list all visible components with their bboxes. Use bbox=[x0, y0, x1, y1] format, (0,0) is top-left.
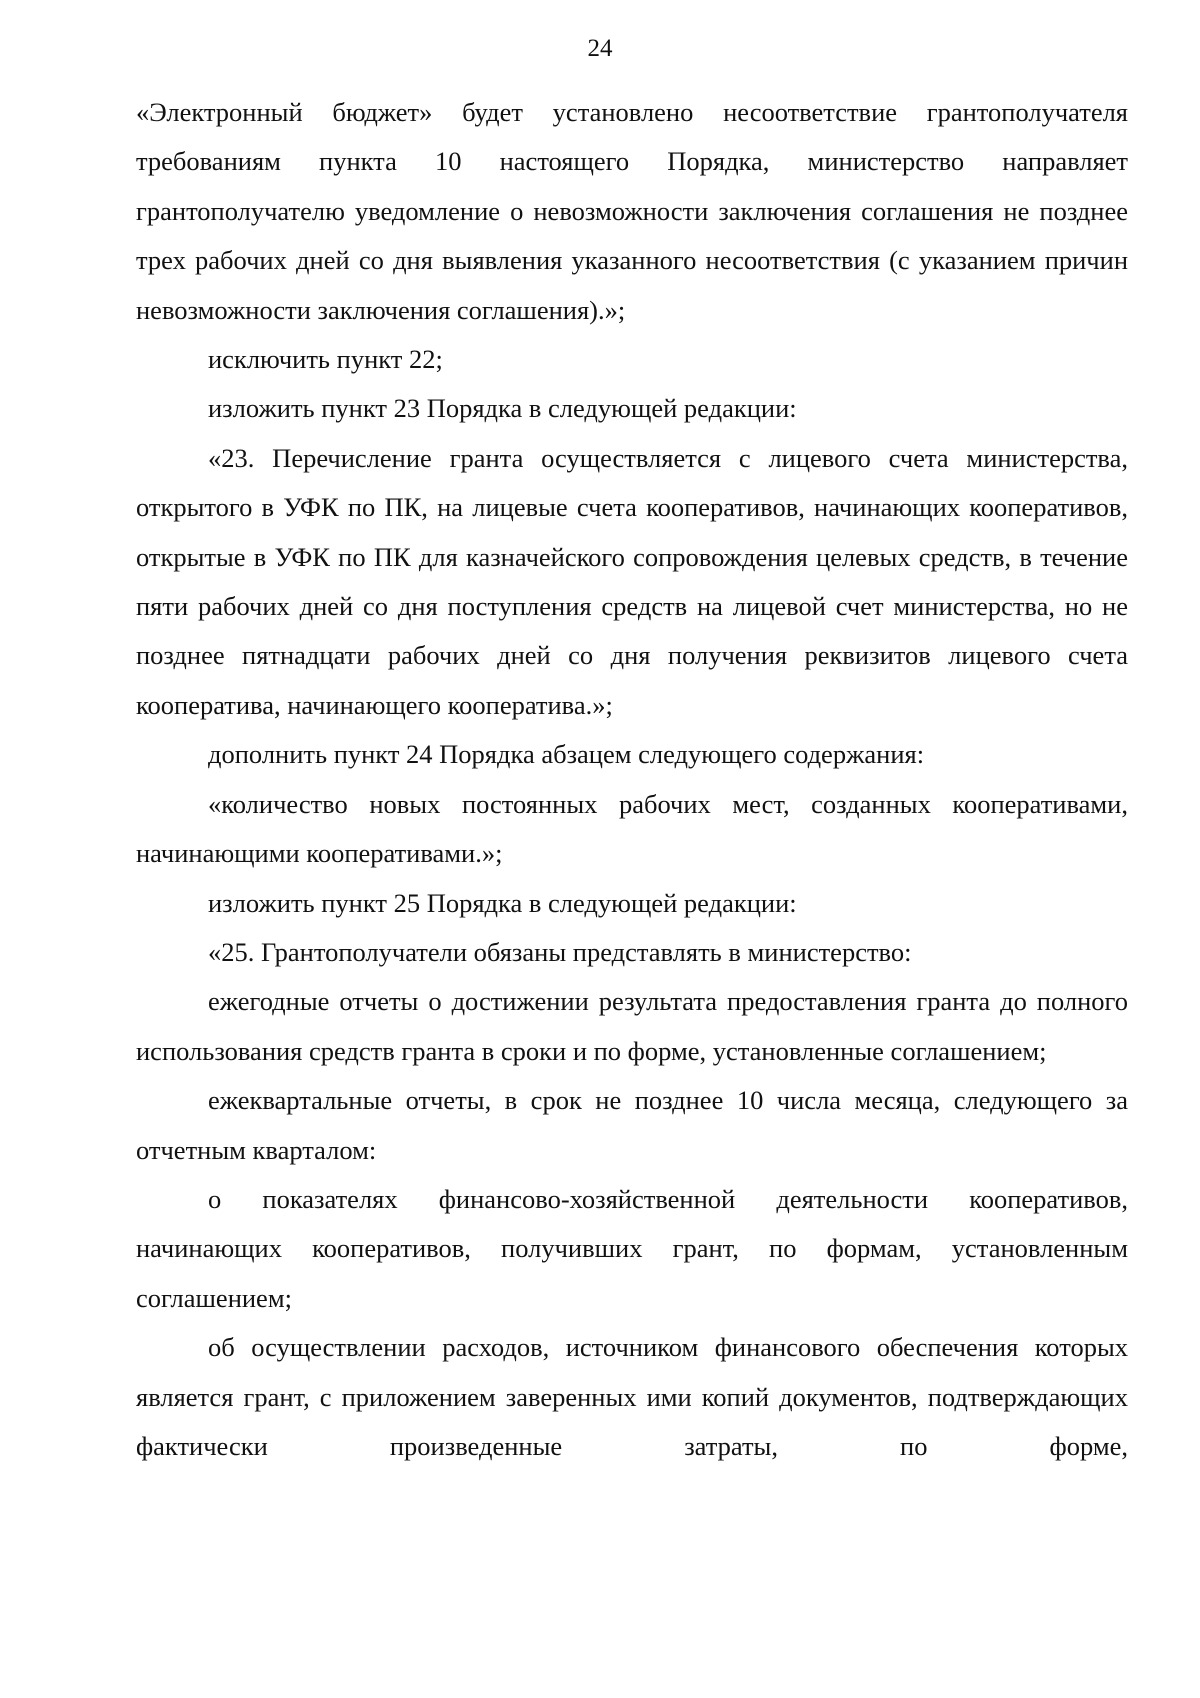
paragraph-financial-indicators: о показателях финансово-хозяйственной деятельности кооперативов, начинающих кооперативов, получивших грант, по формам, установленным соглашением; bbox=[136, 1183, 1128, 1313]
paragraph-continuation: «Электронный бюджет» будет установлено несоответствие грантополучателя требованиям пункта 10 настоящего Порядка, министерство направляет грантополучателю уведомление о невозможности заключения соглашения не позднее трех рабочих дней со дня выявления указанного несоответствия (с указанием причин невозможности заключения соглашения).»; bbox=[136, 97, 1128, 325]
paragraph-quarterly-reports: ежеквартальные отчеты, в срок не позднее 10 числа месяца, следующего за отчетным кварталом: bbox=[136, 1085, 1128, 1165]
paragraph-restate-item-25: изложить пункт 25 Порядка в следующей редакции: bbox=[208, 887, 797, 918]
page-number: 24 bbox=[587, 35, 613, 62]
paragraph-restate-item-23: изложить пункт 23 Порядка в следующей редакции: bbox=[208, 393, 797, 424]
paragraph-item-25-text: «25. Грантополучатели обязаны представлять в министерство: bbox=[208, 936, 912, 967]
paragraph-item-24-text: «количество новых постоянных рабочих мест, созданных кооперативами, начинающими кооперативами.»; bbox=[136, 788, 1128, 869]
paragraph-exclude-item-22: исключить пункт 22; bbox=[208, 344, 443, 375]
paragraph-expenses: об осуществлении расходов, источником финансового обеспечения которых является грант, с приложением заверенных ими копий документов, подтверждающих фактически произведенные затраты, по форме, bbox=[136, 1332, 1128, 1461]
document-body bbox=[136, 88, 1128, 1471]
paragraph-annual-reports: ежегодные отчеты о достижении результата предоставления гранта до полного использования средств гранта в сроки и по форме, установленные соглашением; bbox=[136, 986, 1128, 1066]
paragraph-supplement-item-24: дополнить пункт 24 Порядка абзацем следующего содержания: bbox=[208, 739, 925, 770]
paragraph-item-23-text: «23. Перечисление гранта осуществляется с лицевого счета министерства, открытого в УФК по ПК, на лицевые счета кооперативов, начинающих кооперативов, открытые в УФК по ПК для казначейского сопровождения целевых средств, в течение пяти рабочих дней со дня поступления средств на лицевой счет министерства, но не позднее пятнадцати рабочих дней со дня получения реквизитов лицевого счета кооператива, начинающего кооператива.»; bbox=[136, 442, 1128, 720]
